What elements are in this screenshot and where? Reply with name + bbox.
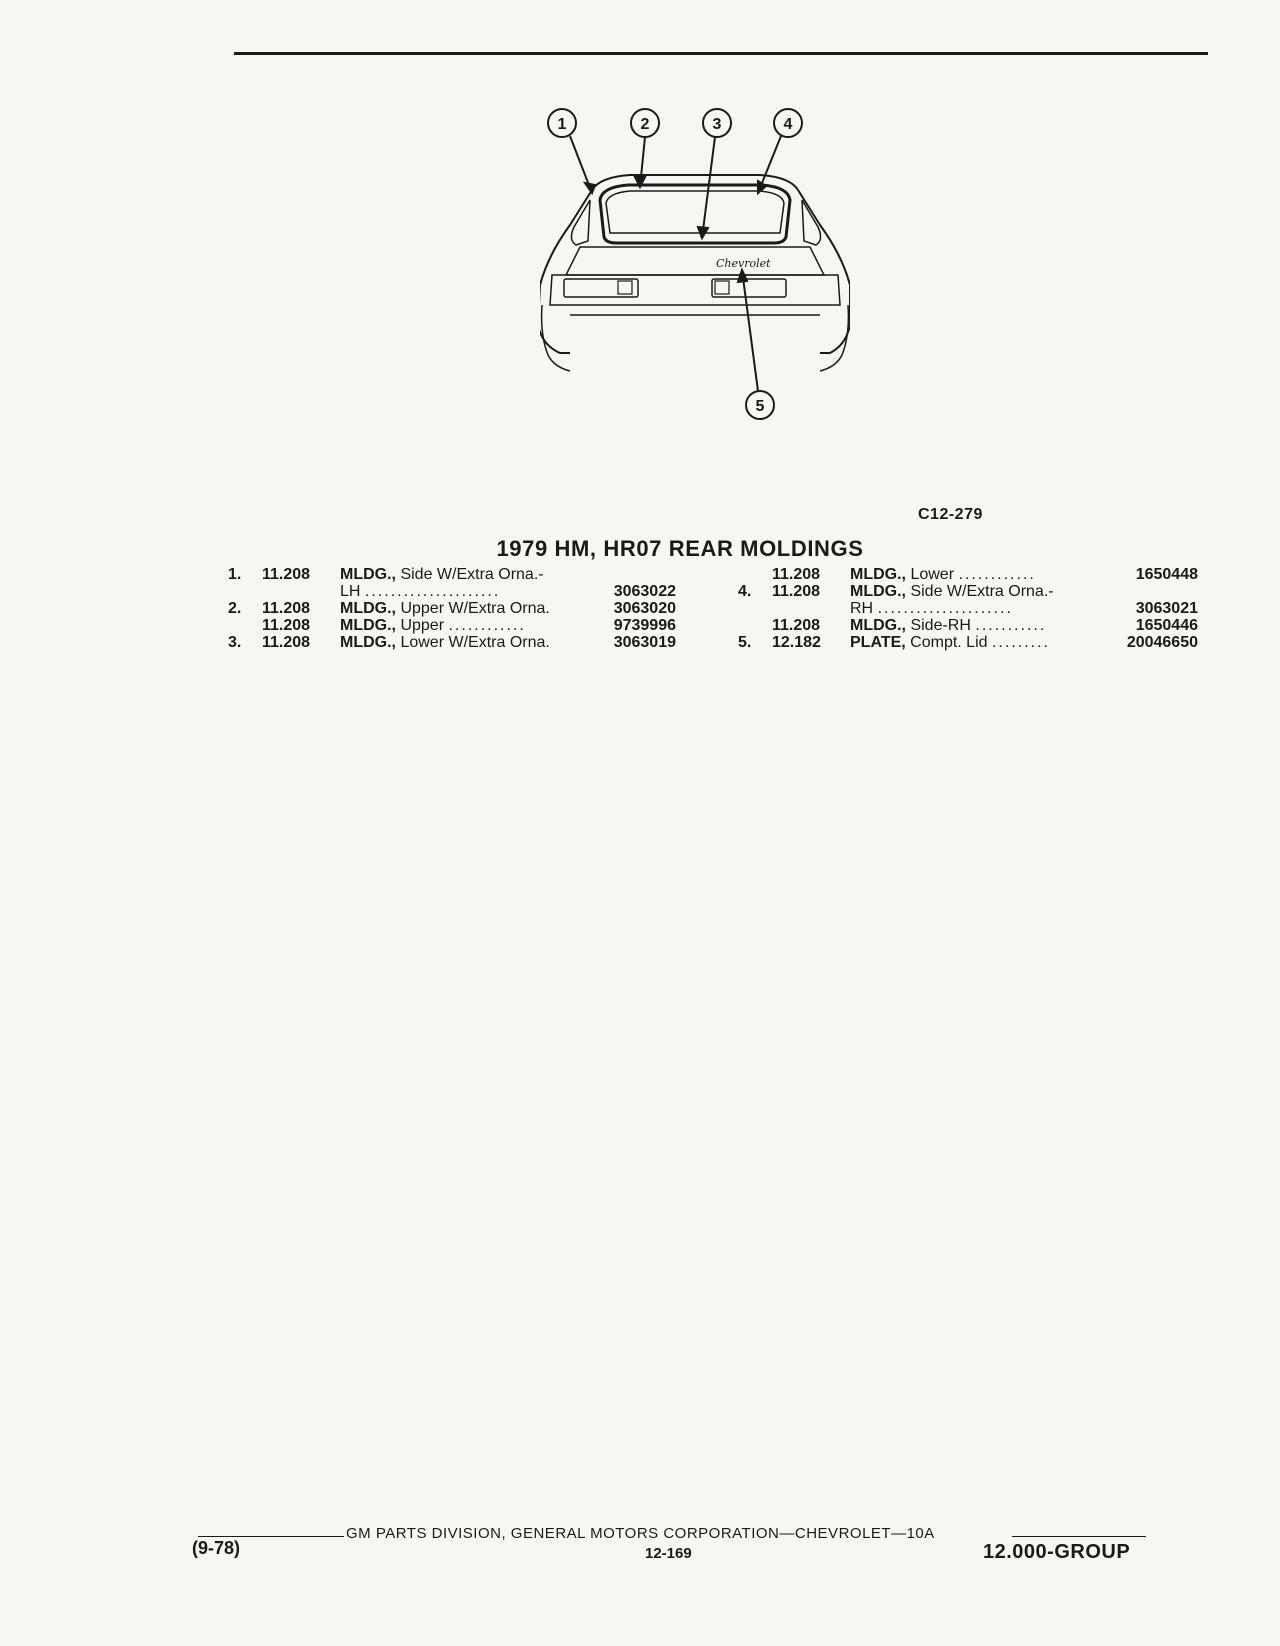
item-number: 4. xyxy=(738,583,752,600)
svg-text:3: 3 xyxy=(712,116,722,133)
part-number: 9739996 xyxy=(613,617,676,634)
parts-line xyxy=(228,617,688,634)
footer-date: (9-78) xyxy=(192,1538,241,1558)
callout-3 xyxy=(698,109,731,238)
parts-line xyxy=(738,634,1198,651)
part-number: 3063020 xyxy=(613,600,676,617)
footer-page-number: 12-169 xyxy=(645,1545,692,1562)
parts-list-left xyxy=(228,566,688,651)
callout-1 xyxy=(548,109,595,193)
part-number: 3063019 xyxy=(613,634,676,651)
part-description: MLDG., Upper ............ xyxy=(340,617,526,634)
part-description: PLATE, Compt. Lid ......... xyxy=(850,634,1050,651)
callout-5 xyxy=(738,270,774,419)
rear-moldings-illustration xyxy=(540,105,850,445)
svg-text:1: 1 xyxy=(557,116,567,133)
part-description: LH ..................... xyxy=(340,583,501,600)
item-number: 5. xyxy=(738,634,752,651)
parts-line xyxy=(228,566,688,583)
part-description: MLDG., Lower W/Extra Orna. xyxy=(340,634,550,651)
item-number: 2. xyxy=(228,600,242,617)
footer-group: 12.000-GROUP xyxy=(983,1541,1131,1563)
top-rule xyxy=(234,52,1208,55)
part-number: 1650448 xyxy=(1135,566,1198,583)
group-number: 12.182 xyxy=(772,634,821,651)
car-body-right xyxy=(798,190,850,353)
parts-line xyxy=(228,634,688,651)
figure-code: C12-279 xyxy=(918,506,983,523)
rear-bumper xyxy=(542,305,849,371)
parts-line xyxy=(738,583,1198,600)
parts-line xyxy=(738,600,1198,617)
part-description: RH ..................... xyxy=(850,600,1013,617)
car-body-left xyxy=(540,190,592,353)
footer-rule-left xyxy=(198,1536,344,1537)
svg-text:2: 2 xyxy=(640,116,650,133)
group-number: 11.208 xyxy=(772,566,821,583)
part-number: 1650446 xyxy=(1135,617,1198,634)
part-number: 3063022 xyxy=(613,583,676,600)
group-number: 11.208 xyxy=(262,634,311,651)
group-number: 11.208 xyxy=(262,617,311,634)
group-number: 11.208 xyxy=(262,566,311,583)
item-number: 3. xyxy=(228,634,242,651)
group-number: 11.208 xyxy=(772,617,821,634)
footer-publisher: GM PARTS DIVISION, GENERAL MOTORS CORPORATION—CHEVROLET—10A xyxy=(346,1525,935,1542)
part-description: MLDG., Upper W/Extra Orna. xyxy=(340,600,550,617)
part-number: 20046650 xyxy=(1126,634,1198,651)
callout-4 xyxy=(758,109,802,193)
parts-list-right xyxy=(738,566,1198,651)
footer-rule-right xyxy=(1012,1536,1146,1537)
page-title: 1979 HM, HR07 REAR MOLDINGS xyxy=(496,536,864,561)
chevrolet-script-badge: Chevrolet xyxy=(716,257,771,270)
part-description: MLDG., Side W/Extra Orna.- xyxy=(340,566,544,583)
group-number: 11.208 xyxy=(772,583,821,600)
part-description: MLDG., Lower ............ xyxy=(850,566,1036,583)
car-roof-outline xyxy=(592,175,798,190)
parts-line xyxy=(228,600,688,617)
parts-line xyxy=(738,566,1198,583)
deck-lid xyxy=(566,247,824,275)
svg-text:4: 4 xyxy=(783,116,793,133)
svg-text:5: 5 xyxy=(755,398,765,415)
part-description: MLDG., Side-RH ........... xyxy=(850,617,1047,634)
part-description: MLDG., Side W/Extra Orna.- xyxy=(850,583,1054,600)
rear-window-frame xyxy=(600,185,790,243)
group-number: 11.208 xyxy=(262,600,311,617)
part-number: 3063021 xyxy=(1135,600,1198,617)
rear-window-inner xyxy=(606,191,784,233)
parts-line xyxy=(228,583,688,600)
parts-line xyxy=(738,617,1198,634)
item-number: 1. xyxy=(228,566,242,583)
